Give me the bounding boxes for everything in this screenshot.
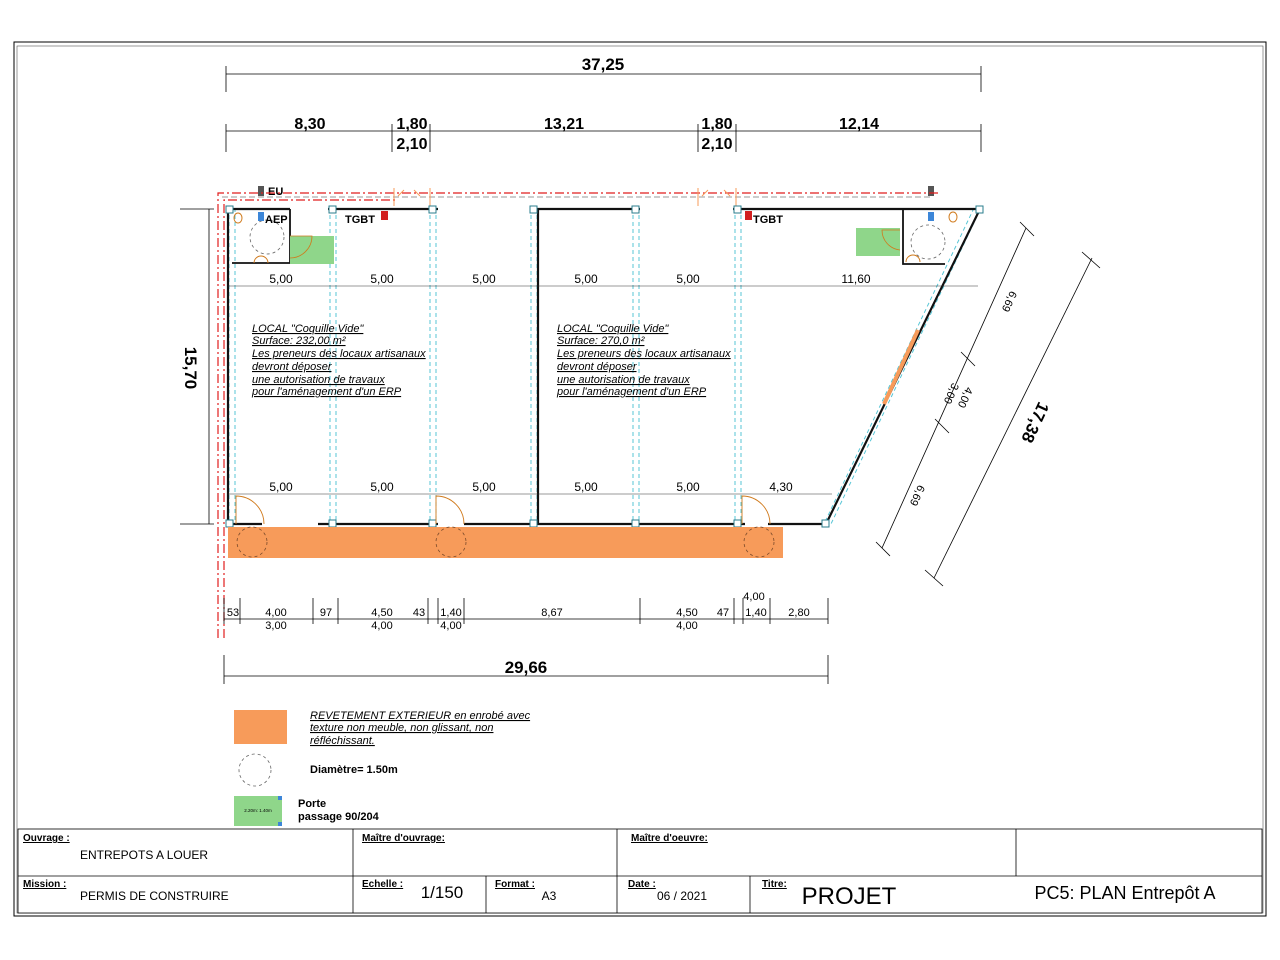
bottom-upper-8: 4,50 <box>676 607 698 619</box>
tb-titre-label: Titre: <box>762 879 787 890</box>
svg-text:LOCAL "Coquille Vide": LOCAL "Coquille Vide" <box>252 323 364 335</box>
legend-asphalt-swatch <box>234 710 287 744</box>
tb-date-value: 06 / 2021 <box>656 889 708 903</box>
tb-date-label: Date : <box>628 879 656 890</box>
row-upper-3: 5,00 <box>472 272 496 286</box>
turning-circle <box>911 225 945 259</box>
svg-text:Les preneurs des locaux artisa: Les preneurs des locaux artisanaux <box>557 348 731 360</box>
tgbt-left-icon <box>381 211 388 220</box>
eu-marker-icon <box>928 186 934 196</box>
water-supply-icon <box>928 212 934 221</box>
bottom-above: 4,00 <box>743 591 765 603</box>
row-lower-5: 5,00 <box>676 480 700 494</box>
inner-frame <box>17 46 1263 913</box>
svg-text:pour l'aménagement d'un ERP: pour l'aménagement d'un ERP <box>252 386 402 398</box>
left-height-dimension <box>180 209 214 524</box>
row-upper-1: 5,00 <box>269 272 293 286</box>
svg-text:Surface: 270,0 m²: Surface: 270,0 m² <box>557 335 645 347</box>
tb-format-label: Format : <box>495 879 535 890</box>
bottom-upper-9: 47 <box>716 607 730 619</box>
row-upper-6: 11,60 <box>841 272 871 286</box>
tb-echelle-value: 1/150 <box>420 883 464 902</box>
top-seg-2-upper: 1,80 <box>396 116 428 133</box>
eu-network <box>222 186 934 198</box>
right-sanitary-block <box>856 209 957 264</box>
bottom-segment-dimension <box>224 591 828 632</box>
top-seg-1: 8,30 <box>294 116 326 133</box>
legend <box>234 710 531 826</box>
row-lower-4: 5,00 <box>574 480 598 494</box>
row-upper-2: 5,00 <box>370 272 394 286</box>
legend-revetement-2: texture non meuble, non glissant, non <box>310 722 494 734</box>
tb-maitre-oeuvre-label: Maître d'oeuvre: <box>631 833 708 844</box>
bottom-upper-3: 97 <box>319 607 333 619</box>
local-left-annotation <box>251 323 426 398</box>
bottom-total-label: 29,66 <box>504 658 548 677</box>
bottom-upper-1: 53 <box>226 607 240 619</box>
bottom-lower-2: 4,00 <box>371 620 393 632</box>
bottom-lower-3: 4,00 <box>440 620 462 632</box>
legend-circle-icon <box>239 754 271 786</box>
tb-ouvrage-label: Ouvrage : <box>23 833 70 844</box>
top-seg-3: 13,21 <box>543 116 585 133</box>
top-seg-2-lower: 2,10 <box>396 136 428 153</box>
legend-door-swatch-label: 2.20m: 1.40m <box>244 808 272 813</box>
tgbt-right-icon <box>745 211 752 220</box>
tb-format-value: A3 <box>541 889 557 903</box>
door-clearance-swatch <box>856 228 900 256</box>
aep-label: AEP <box>265 214 288 226</box>
bottom-upper-5: 43 <box>412 607 426 619</box>
eu-label: EU <box>268 186 284 198</box>
left-height-label: 15,70 <box>181 346 200 390</box>
tgbt-left-label: TGBT <box>345 214 375 226</box>
top-seg-5: 12,14 <box>838 116 880 133</box>
diag-seg-1: 6,69 <box>998 289 1019 314</box>
top-seg-4-lower: 2,10 <box>701 136 733 153</box>
upper-row-dimension <box>228 272 978 286</box>
basin-icon <box>254 256 268 263</box>
toilet-icon <box>949 212 957 222</box>
wall-openings <box>262 209 768 524</box>
diag-seg-2: 3,00 <box>940 381 961 406</box>
bottom-upper-11: 2,80 <box>788 607 810 619</box>
outer-frame <box>14 42 1266 916</box>
diag-seg-3: 4,00 <box>954 385 975 410</box>
bottom-upper-4: 4,50 <box>371 607 393 619</box>
diag-total-label: 17,38 <box>1017 399 1053 446</box>
bottom-total-dimension <box>224 655 828 684</box>
entrance-doors <box>236 496 770 524</box>
bottom-upper-10: 1,40 <box>745 607 767 619</box>
tb-ouvrage-value: ENTREPOTS A LOUER <box>80 848 209 862</box>
water-supply-icon <box>258 212 264 221</box>
legend-porte-sub: passage 90/204 <box>298 811 379 823</box>
row-upper-5: 5,00 <box>676 272 700 286</box>
legend-porte-title: Porte <box>298 798 327 810</box>
svg-text:LOCAL "Coquille Vide": LOCAL "Coquille Vide" <box>557 323 669 335</box>
legend-diametre: Diamètre= 1.50m <box>310 764 398 776</box>
bottom-upper-2: 4,00 <box>265 607 287 619</box>
bottom-lower-1: 3,00 <box>265 620 287 632</box>
legend-revetement-3: réfléchissant. <box>310 735 375 747</box>
local-right-annotation <box>556 323 731 398</box>
top-total-dimension <box>226 55 981 92</box>
svg-text:Surface: 232,00 m²: Surface: 232,00 m² <box>252 335 346 347</box>
tb-sheet-title: PC5: PLAN Entrepôt A <box>1034 883 1216 903</box>
bottom-upper-7: 8,67 <box>541 607 563 619</box>
svg-text:devront déposer: devront déposer <box>557 361 637 373</box>
tb-mission-value: PERMIS DE CONSTRUIRE <box>80 889 229 903</box>
tb-echelle-label: Echelle : <box>362 879 404 890</box>
row-lower-1: 5,00 <box>269 480 293 494</box>
top-seg-4-upper: 1,80 <box>701 116 733 133</box>
bottom-upper-6: 1,40 <box>440 607 462 619</box>
row-lower-2: 5,00 <box>370 480 394 494</box>
window-opening <box>884 330 918 404</box>
left-sanitary-block <box>232 209 334 264</box>
svg-text:une autorisation de travaux: une autorisation de travaux <box>252 374 385 386</box>
tb-titre-value: PROJET <box>801 883 897 910</box>
svg-text:devront déposer: devront déposer <box>252 361 332 373</box>
tgbt-right-label: TGBT <box>753 214 783 226</box>
diagonal-dimension-inner <box>876 222 1034 556</box>
diag-seg-4: 6,69 <box>906 483 927 508</box>
row-upper-4: 5,00 <box>574 272 598 286</box>
svg-text:Les preneurs des locaux artisa: Les preneurs des locaux artisanaux <box>252 348 426 360</box>
bottom-segment-ticks <box>224 598 828 624</box>
top-total-label: 37,25 <box>581 55 625 74</box>
svg-text:pour l'aménagement d'un ERP: pour l'aménagement d'un ERP <box>557 386 707 398</box>
legend-revetement-1: REVETEMENT EXTERIEUR en enrobé avec <box>310 710 531 722</box>
tb-maitre-ouvrage-label: Maître d'ouvrage: <box>362 833 445 844</box>
row-lower-6: 4,30 <box>769 480 793 494</box>
eu-marker-icon <box>258 186 264 196</box>
title-block <box>18 829 1262 913</box>
bottom-lower-4: 4,00 <box>676 620 698 632</box>
asphalt-strip <box>228 527 783 558</box>
top-segment-dimension <box>226 116 981 153</box>
svg-text:une autorisation de travaux: une autorisation de travaux <box>557 374 690 386</box>
row-lower-3: 5,00 <box>472 480 496 494</box>
tb-mission-label: Mission : <box>23 879 67 890</box>
